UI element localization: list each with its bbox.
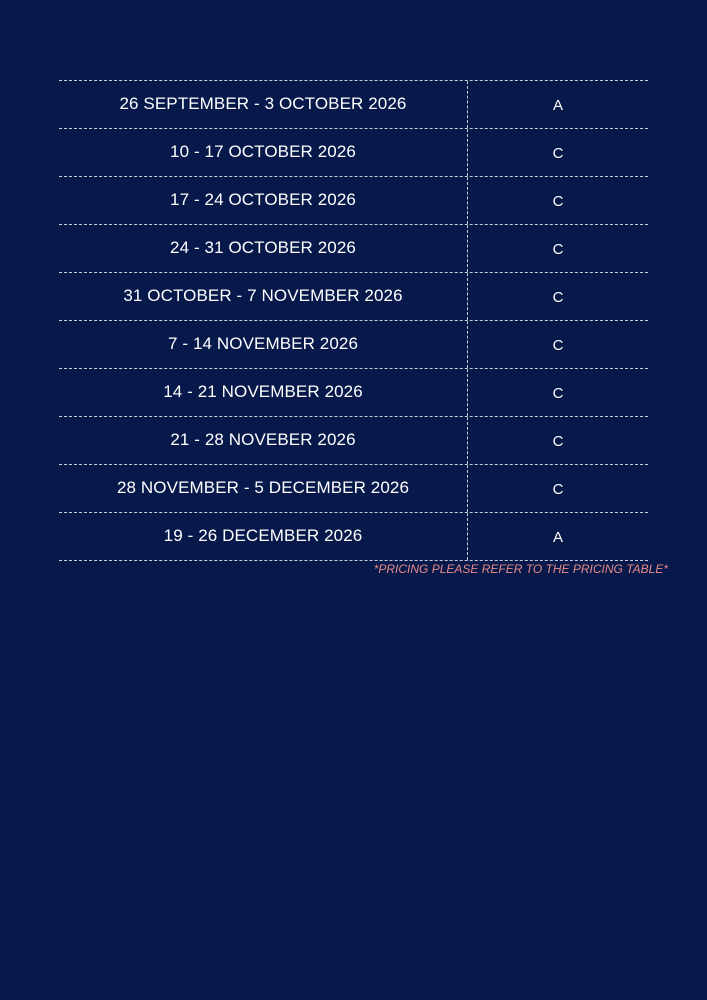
date-range-cell: 21 - 28 NOVEBER 2026 (59, 417, 468, 464)
table-row (59, 177, 648, 225)
date-range-cell: 17 - 24 OCTOBER 2026 (59, 177, 468, 224)
season-code-cell: C (552, 481, 564, 498)
departure-schedule-table (59, 80, 648, 561)
date-range-cell: 26 SEPTEMBER - 3 OCTOBER 2026 (59, 81, 468, 128)
table-row (59, 225, 648, 273)
table-row (59, 273, 648, 321)
date-range-cell: 28 NOVEMBER - 5 DECEMBER 2026 (59, 465, 468, 512)
date-range-cell: 10 - 17 OCTOBER 2026 (59, 129, 468, 176)
season-code-cell: C (552, 385, 564, 402)
table-row (59, 465, 648, 513)
season-code-cell: C (552, 337, 564, 354)
date-range-cell: 24 - 31 OCTOBER 2026 (59, 225, 468, 272)
table-row (59, 513, 648, 561)
season-code-cell: C (552, 289, 564, 306)
table-row (59, 81, 648, 129)
season-code-cell: A (552, 529, 563, 546)
season-code-cell: C (552, 433, 564, 450)
table-row (59, 417, 648, 465)
season-code-cell: C (552, 241, 564, 258)
date-range-cell: 7 - 14 NOVEMBER 2026 (59, 321, 468, 368)
date-range-cell: 14 - 21 NOVEMBER 2026 (59, 369, 468, 416)
table-row (59, 369, 648, 417)
date-range-cell: 31 OCTOBER - 7 NOVEMBER 2026 (59, 273, 468, 320)
pricing-note: *PRICING PLEASE REFER TO THE PRICING TABLE* (373, 562, 668, 576)
season-code-cell: A (552, 97, 563, 114)
date-range-cell: 19 - 26 DECEMBER 2026 (59, 513, 468, 560)
season-code-cell: C (552, 145, 564, 162)
table-row (59, 321, 648, 369)
table-row (59, 129, 648, 177)
season-code-cell: C (552, 193, 564, 210)
